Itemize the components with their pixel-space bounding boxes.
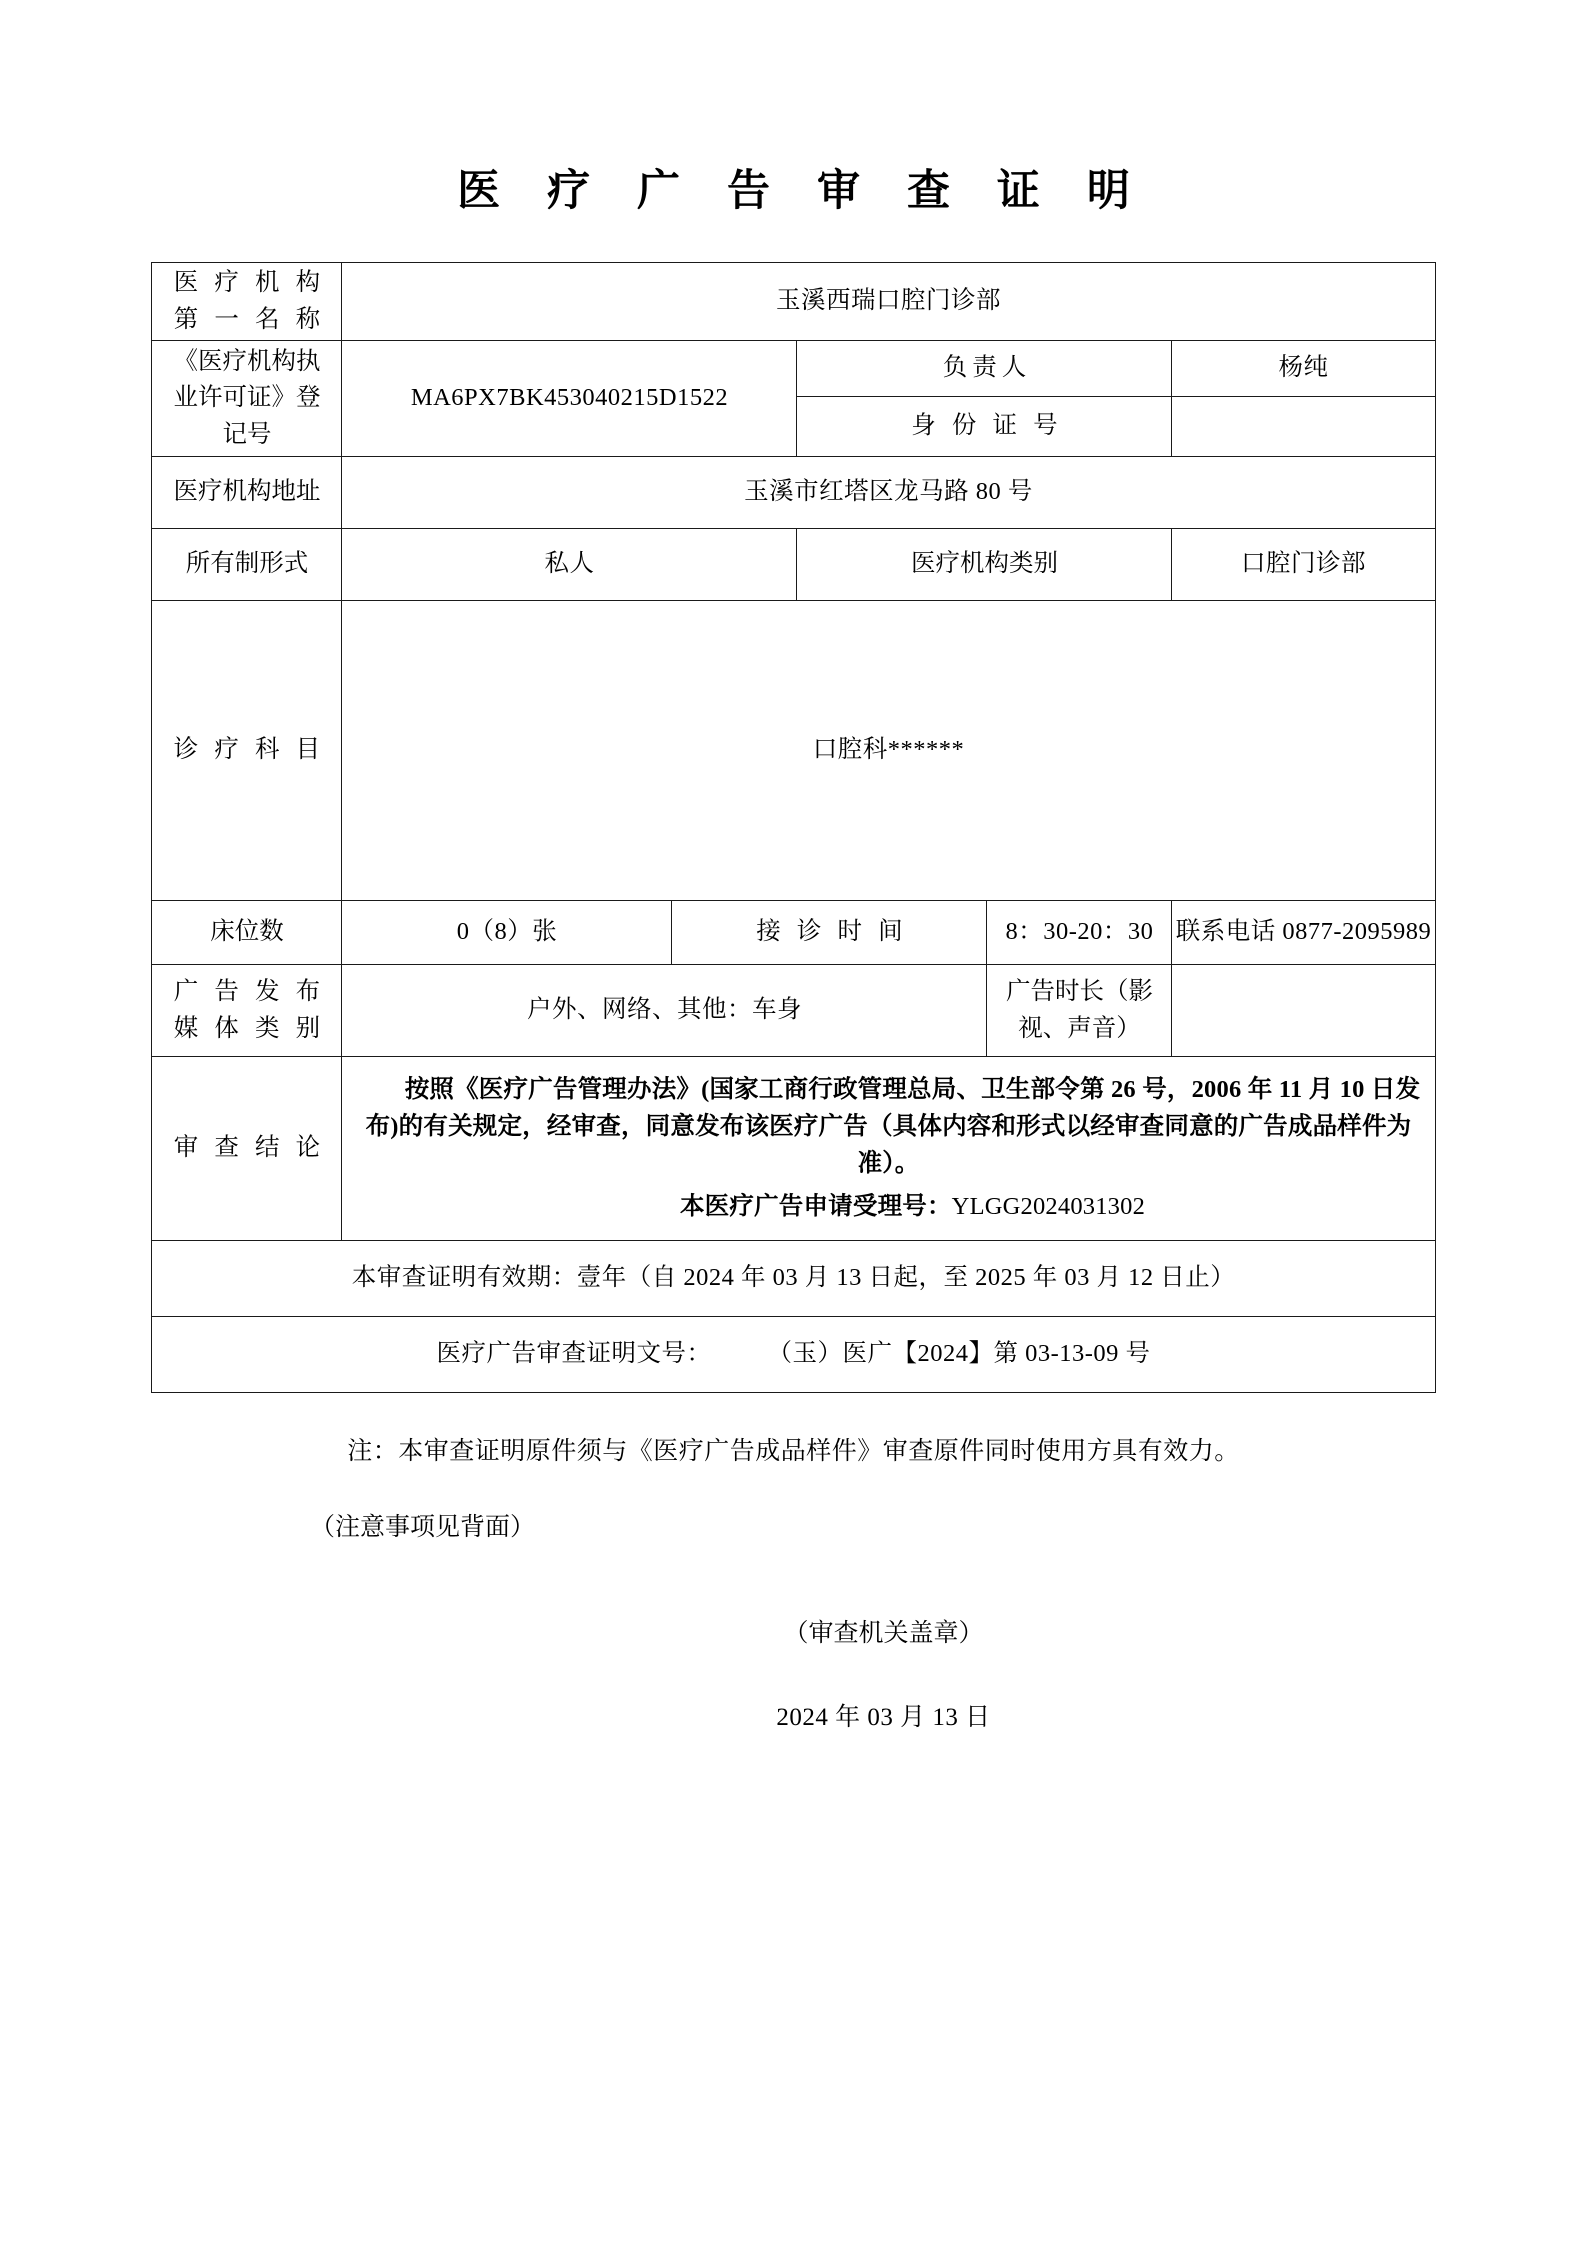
person-in-charge-label: 负责人 [797, 341, 1172, 397]
id-number-value [1172, 397, 1435, 457]
address-label: 医疗机构地址 [152, 457, 342, 529]
validity-text: 本审查证明有效期：壹年（自 2024 年 03 月 13 日起，至 2025 年 03 月 12 日止） [152, 1241, 1435, 1317]
ad-duration-label [987, 965, 1172, 1057]
doc-no-label: 医疗广告审查证明文号： [436, 1340, 712, 1368]
media-label [152, 965, 342, 1057]
subjects-value: 口腔科****** [342, 601, 1435, 901]
institution-name-label-line1: 医 疗 机 构 [173, 269, 326, 297]
table-row-media [152, 965, 1435, 1057]
license-label-line3: 记号 [222, 421, 272, 449]
ad-duration-label-line2: 视、声音） [1018, 1014, 1141, 1042]
hours-value: 8：30-20：30 [987, 901, 1172, 965]
table-row-ownership-category [152, 529, 1435, 601]
institution-name-label-line2: 第 一 名 称 [173, 305, 326, 333]
ownership-label: 所有制形式 [152, 529, 342, 601]
institution-name-label [152, 263, 342, 341]
phone-label: 联系电话 [1175, 918, 1276, 946]
doc-no-row [152, 1317, 1435, 1393]
ad-duration-label-line1: 广告时长（影 [1005, 978, 1153, 1006]
license-label [152, 341, 342, 457]
conclusion-label: 审 查 结 论 [152, 1057, 342, 1241]
institution-name-value: 玉溪西瑞口腔门诊部 [342, 263, 1435, 341]
phone-cell [1172, 901, 1435, 965]
phone-value: 0877-2095989 [1282, 918, 1432, 946]
ad-duration-value [1172, 965, 1435, 1057]
table-row-conclusion [152, 1057, 1435, 1241]
license-value: MA6PX7BK453040215D1522 [342, 341, 797, 457]
table-row-subjects [152, 601, 1435, 901]
application-no-row [342, 1189, 1434, 1226]
person-in-charge-value: 杨纯 [1172, 341, 1435, 397]
table-row-beds-hours-phone [152, 901, 1435, 965]
footer-note: 注：本审查证明原件须与《医疗广告成品样件》审查原件同时使用方具有效力。 [347, 1438, 1240, 1466]
table-row-institution-name [152, 263, 1435, 341]
beds-value: 0（8）张 [342, 901, 672, 965]
page-title: 医 疗 广 告 审 查 证 明 [457, 166, 1146, 216]
seal-placeholder-text: （审查机关盖章） [783, 1620, 984, 1648]
table-row-doc-no [152, 1317, 1435, 1393]
subjects-label: 诊 疗 科 目 [152, 601, 342, 901]
beds-label: 床位数 [152, 901, 342, 965]
footer-note-sub: （注意事项见背面） [310, 1514, 536, 1542]
hours-label: 接 诊 时 间 [672, 901, 987, 965]
table-row-validity [152, 1241, 1435, 1317]
table-row-address [152, 457, 1435, 529]
media-label-line1: 广 告 发 布 [173, 978, 326, 1006]
application-no-label: 本医疗广告申请受理号： [679, 1192, 952, 1220]
media-value: 户外、网络、其他：车身 [342, 965, 987, 1057]
signature-date: 2024 年 03 月 13 日 [776, 1704, 991, 1732]
doc-no-value: （玉）医广【2024】第 03-13-09 号 [767, 1340, 1151, 1368]
category-value: 口腔门诊部 [1172, 529, 1435, 601]
category-label: 医疗机构类别 [797, 529, 1172, 601]
license-label-line2: 业许可证》登 [173, 384, 321, 412]
id-number-label: 身 份 证 号 [797, 397, 1172, 457]
license-label-line1: 《医疗机构执 [173, 347, 321, 375]
address-value: 玉溪市红塔区龙马路 80 号 [342, 457, 1435, 529]
table-row-license-person [152, 341, 1435, 397]
conclusion-paragraph: 按照《医疗广告管理办法》(国家工商行政管理总局、卫生部令第 26 号，2006 年 11 月 10 日发布)的有关规定，经审查，同意发布该医疗广告（具体内容和形式以经审查同意的广告成品样件为准）。 [365, 1076, 1421, 1177]
ownership-value: 私人 [342, 529, 797, 601]
certificate-table [151, 262, 1435, 1393]
conclusion-body [342, 1057, 1435, 1241]
application-no-value: YLGG2024031302 [951, 1192, 1146, 1220]
media-label-line2: 媒 体 类 别 [173, 1014, 326, 1042]
